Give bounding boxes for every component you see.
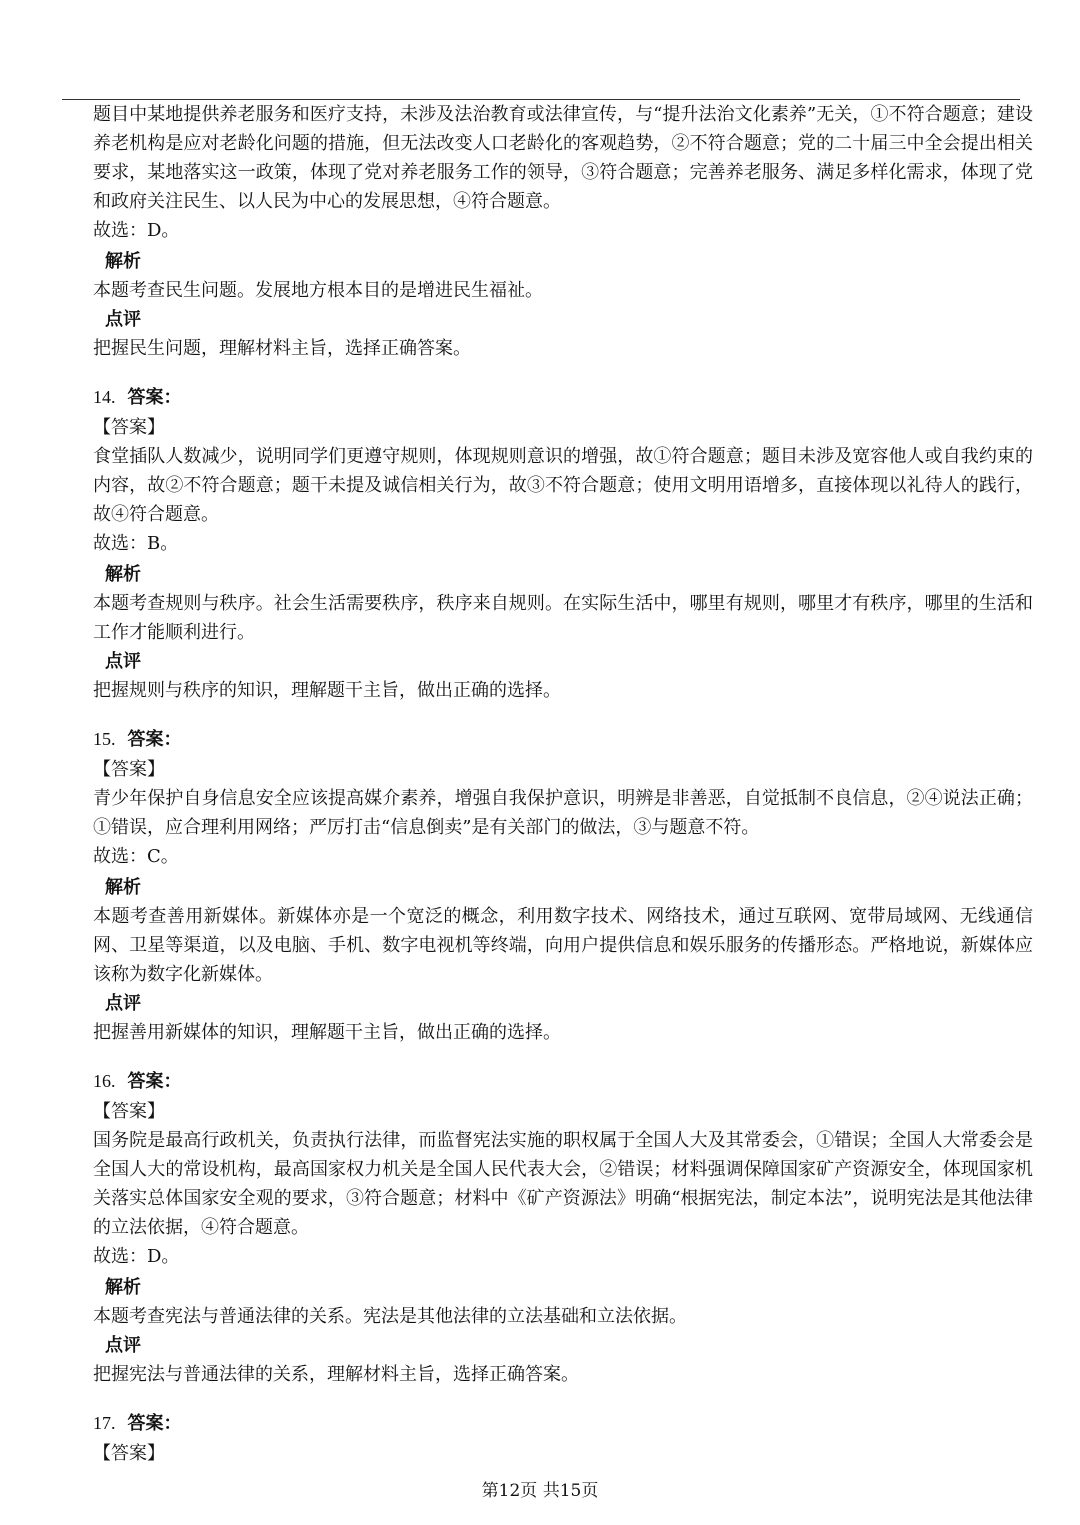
question-17 bbox=[93, 1409, 1033, 1468]
question-number-line bbox=[93, 383, 1033, 412]
comment-heading: 点评 bbox=[105, 651, 141, 672]
answer-label: 答案： bbox=[127, 1071, 182, 1092]
comment-text: 把握宪法与普通法律的关系，理解材料主旨，选择正确答案。 bbox=[93, 1364, 579, 1385]
page-content bbox=[93, 100, 1033, 1468]
comment-heading: 点评 bbox=[105, 1335, 141, 1356]
answer-label: 答案： bbox=[127, 387, 182, 408]
answer-tag: 【答案】 bbox=[93, 1443, 165, 1464]
comment-heading: 点评 bbox=[105, 309, 141, 330]
answer-text: 食堂插队人数减少，说明同学们更遵守规则，体现规则意识的增强，故①符合题意；题目未涉及宽容他人或自我约束的内容，故②不符合题意；题干未提及诚信相关行为，故③不符合题意；使用文明用语增多，直接体现以礼待人的践行，故④符合题意。 bbox=[93, 446, 1033, 525]
question-number-line bbox=[93, 1409, 1033, 1438]
comment-text: 把握民生问题，理解材料主旨，选择正确答案。 bbox=[93, 338, 471, 359]
answer-tag: 【答案】 bbox=[93, 417, 165, 438]
answer-tag: 【答案】 bbox=[93, 759, 165, 780]
answer-text: 青少年保护自身信息安全应该提高媒介素养，增强自我保护意识，明辨是非善恶，自觉抵制不良信息，②④说法正确；①错误，应合理利用网络；严厉打击“信息倒卖”是有关部门的做法，③与题意不符。 bbox=[93, 788, 1033, 838]
question-number: 14. bbox=[93, 387, 116, 407]
choice-line: 故选：D。 bbox=[93, 1246, 180, 1267]
comment-heading: 点评 bbox=[105, 993, 141, 1014]
answer-text: 国务院是最高行政机关，负责执行法律，而监督宪法实施的职权属于全国人大及其常委会，①错误；全国人大常委会是全国人大的常设机构，最高国家权力机关是全国人民代表大会，②错误；材料强调保障国家矿产资源安全，体现国家机关落实总体国家安全观的要求，③符合题意；材料中《矿产资源法》明确“根据宪法，制定本法”，说明宪法是其他法律的立法依据，④符合题意。 bbox=[93, 1130, 1033, 1238]
question-15 bbox=[93, 725, 1033, 1047]
comment-text: 把握规则与秩序的知识，理解题干主旨，做出正确的选择。 bbox=[93, 680, 561, 701]
question-number: 15. bbox=[93, 729, 116, 749]
choice-line: 故选：B。 bbox=[93, 533, 179, 554]
question-number: 16. bbox=[93, 1071, 116, 1091]
analysis-text: 本题考查善用新媒体。新媒体亦是一个宽泛的概念，利用数字技术、网络技术，通过互联网、宽带局域网、无线通信网、卫星等渠道，以及电脑、手机、数字电视机等终端，向用户提供信息和娱乐服务的传播形态。严格地说，新媒体应该称为数字化新媒体。 bbox=[93, 906, 1033, 985]
question-14 bbox=[93, 383, 1033, 705]
answer-label: 答案： bbox=[127, 729, 182, 750]
page-footer: 第12页 共15页 bbox=[481, 1481, 599, 1501]
question-16 bbox=[93, 1067, 1033, 1389]
analysis-heading: 解析 bbox=[105, 251, 141, 272]
comment-text: 把握善用新媒体的知识，理解题干主旨，做出正确的选择。 bbox=[93, 1022, 561, 1043]
answer-tag: 【答案】 bbox=[93, 1101, 165, 1122]
question-number-line bbox=[93, 1067, 1033, 1096]
answer-label: 答案： bbox=[127, 1413, 182, 1434]
choice-line: 故选：D。 bbox=[93, 220, 180, 241]
question-number: 17. bbox=[93, 1413, 116, 1433]
answer-text: 题目中某地提供养老服务和医疗支持，未涉及法治教育或法律宣传，与“提升法治文化素养”无关，①不符合题意；建设养老机构是应对老龄化问题的措施，但无法改变人口老龄化的客观趋势，②不符合题意；党的二十届三中全会提出相关要求，某地落实这一政策，体现了党对养老服务工作的领导，③符合题意；完善养老服务、满足多样化需求，体现了党和政府关注民生、以人民为中心的发展思想，④符合题意。 bbox=[93, 104, 1033, 212]
choice-line: 故选：C。 bbox=[93, 846, 179, 867]
analysis-heading: 解析 bbox=[105, 564, 141, 585]
analysis-heading: 解析 bbox=[105, 1277, 141, 1298]
analysis-text: 本题考查民生问题。发展地方根本目的是增进民生福祉。 bbox=[93, 280, 543, 301]
question-number-line bbox=[93, 725, 1033, 754]
question-13-continuation bbox=[93, 100, 1033, 363]
analysis-text: 本题考查宪法与普通法律的关系。宪法是其他法律的立法基础和立法依据。 bbox=[93, 1306, 687, 1327]
analysis-text: 本题考查规则与秩序。社会生活需要秩序，秩序来自规则。在实际生活中，哪里有规则，哪里才有秩序，哪里的生活和工作才能顺利进行。 bbox=[93, 593, 1033, 643]
analysis-heading: 解析 bbox=[105, 877, 141, 898]
